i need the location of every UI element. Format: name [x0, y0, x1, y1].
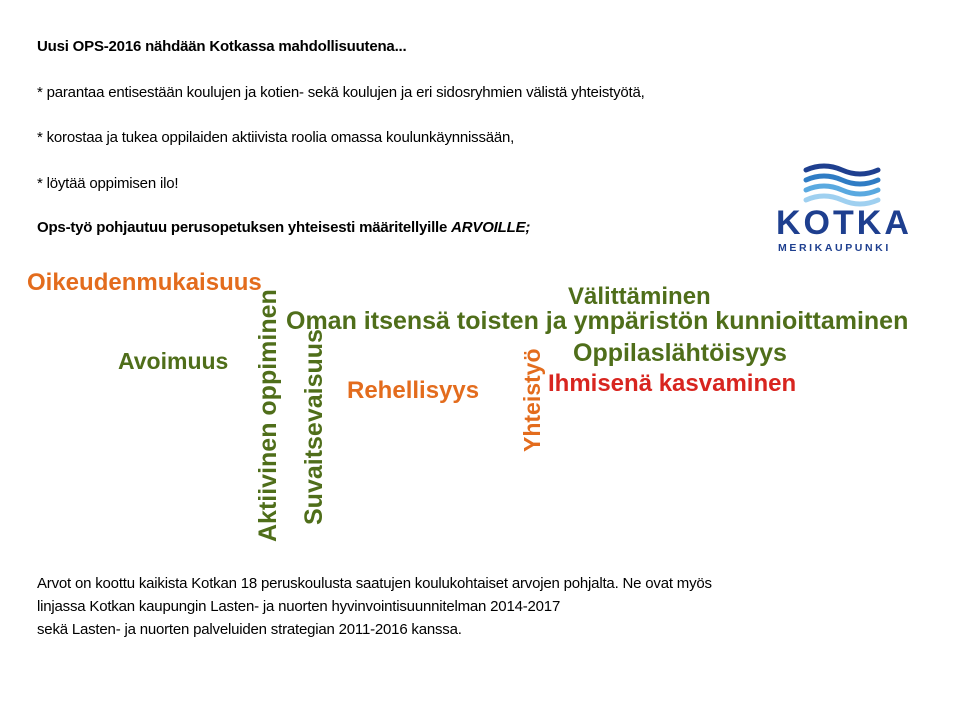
- values-lead-text: Ops-työ pohjautuu perusopetuksen yhteisesti määritellyille: [37, 219, 452, 236]
- values-lead: [37, 219, 530, 236]
- footer-line-3: sekä Lasten- ja nuorten palveluiden strategian 2011-2016 kanssa.: [37, 621, 462, 638]
- value-word-aktiivinen-oppiminen: Aktiivinen oppiminen: [254, 289, 282, 542]
- value-word-avoimuus: Avoimuus: [118, 348, 229, 374]
- intro-bullet-1: * parantaa entisestään koulujen ja kotien- sekä koulujen ja eri sidosryhmien välistä yhteistyötä,: [37, 84, 645, 101]
- values-lead-emphasis: ARVOILLE;: [451, 219, 531, 236]
- value-word-valittaminen: Välittäminen: [568, 283, 711, 310]
- footer-line-2: linjassa Kotkan kaupungin Lasten- ja nuorten hyvinvointisuunnitelman 2014-2017: [37, 598, 561, 615]
- value-word-kunnioittaminen: Oman itsensä toisten ja ympäristön kunnioittaminen: [286, 307, 909, 335]
- logo-tagline: MERIKAUPUNKI: [778, 242, 891, 254]
- value-word-rehellisyys: Rehellisyys: [347, 377, 480, 404]
- value-word-suvaitsevaisuus: Suvaitsevaisuus: [300, 329, 328, 525]
- footer-line-1: Arvot on koottu kaikista Kotkan 18 peruskoulusta saatujen koulukohtaiset arvojen pohjalta. Ne ovat myös: [37, 575, 712, 592]
- value-word-oikeudenmukaisuus: Oikeudenmukaisuus: [27, 269, 262, 296]
- value-word-oppilaslahtoisyys: Oppilaslähtöisyys: [573, 339, 787, 367]
- value-word-yhteistyo: Yhteistyö: [519, 348, 545, 452]
- intro-heading: Uusi OPS-2016 nähdään Kotkassa mahdollisuutena...: [37, 38, 407, 55]
- kotka-logo: [772, 160, 912, 260]
- intro-bullet-2: * korostaa ja tukea oppilaiden aktiivista roolia omassa koulunkäynnissään,: [37, 129, 515, 146]
- intro-bullet-3: * löytää oppimisen ilo!: [37, 175, 179, 192]
- logo-name: KOTKA: [776, 204, 912, 242]
- value-word-ihmisena-kasvaminen: Ihmisenä kasvaminen: [548, 370, 797, 397]
